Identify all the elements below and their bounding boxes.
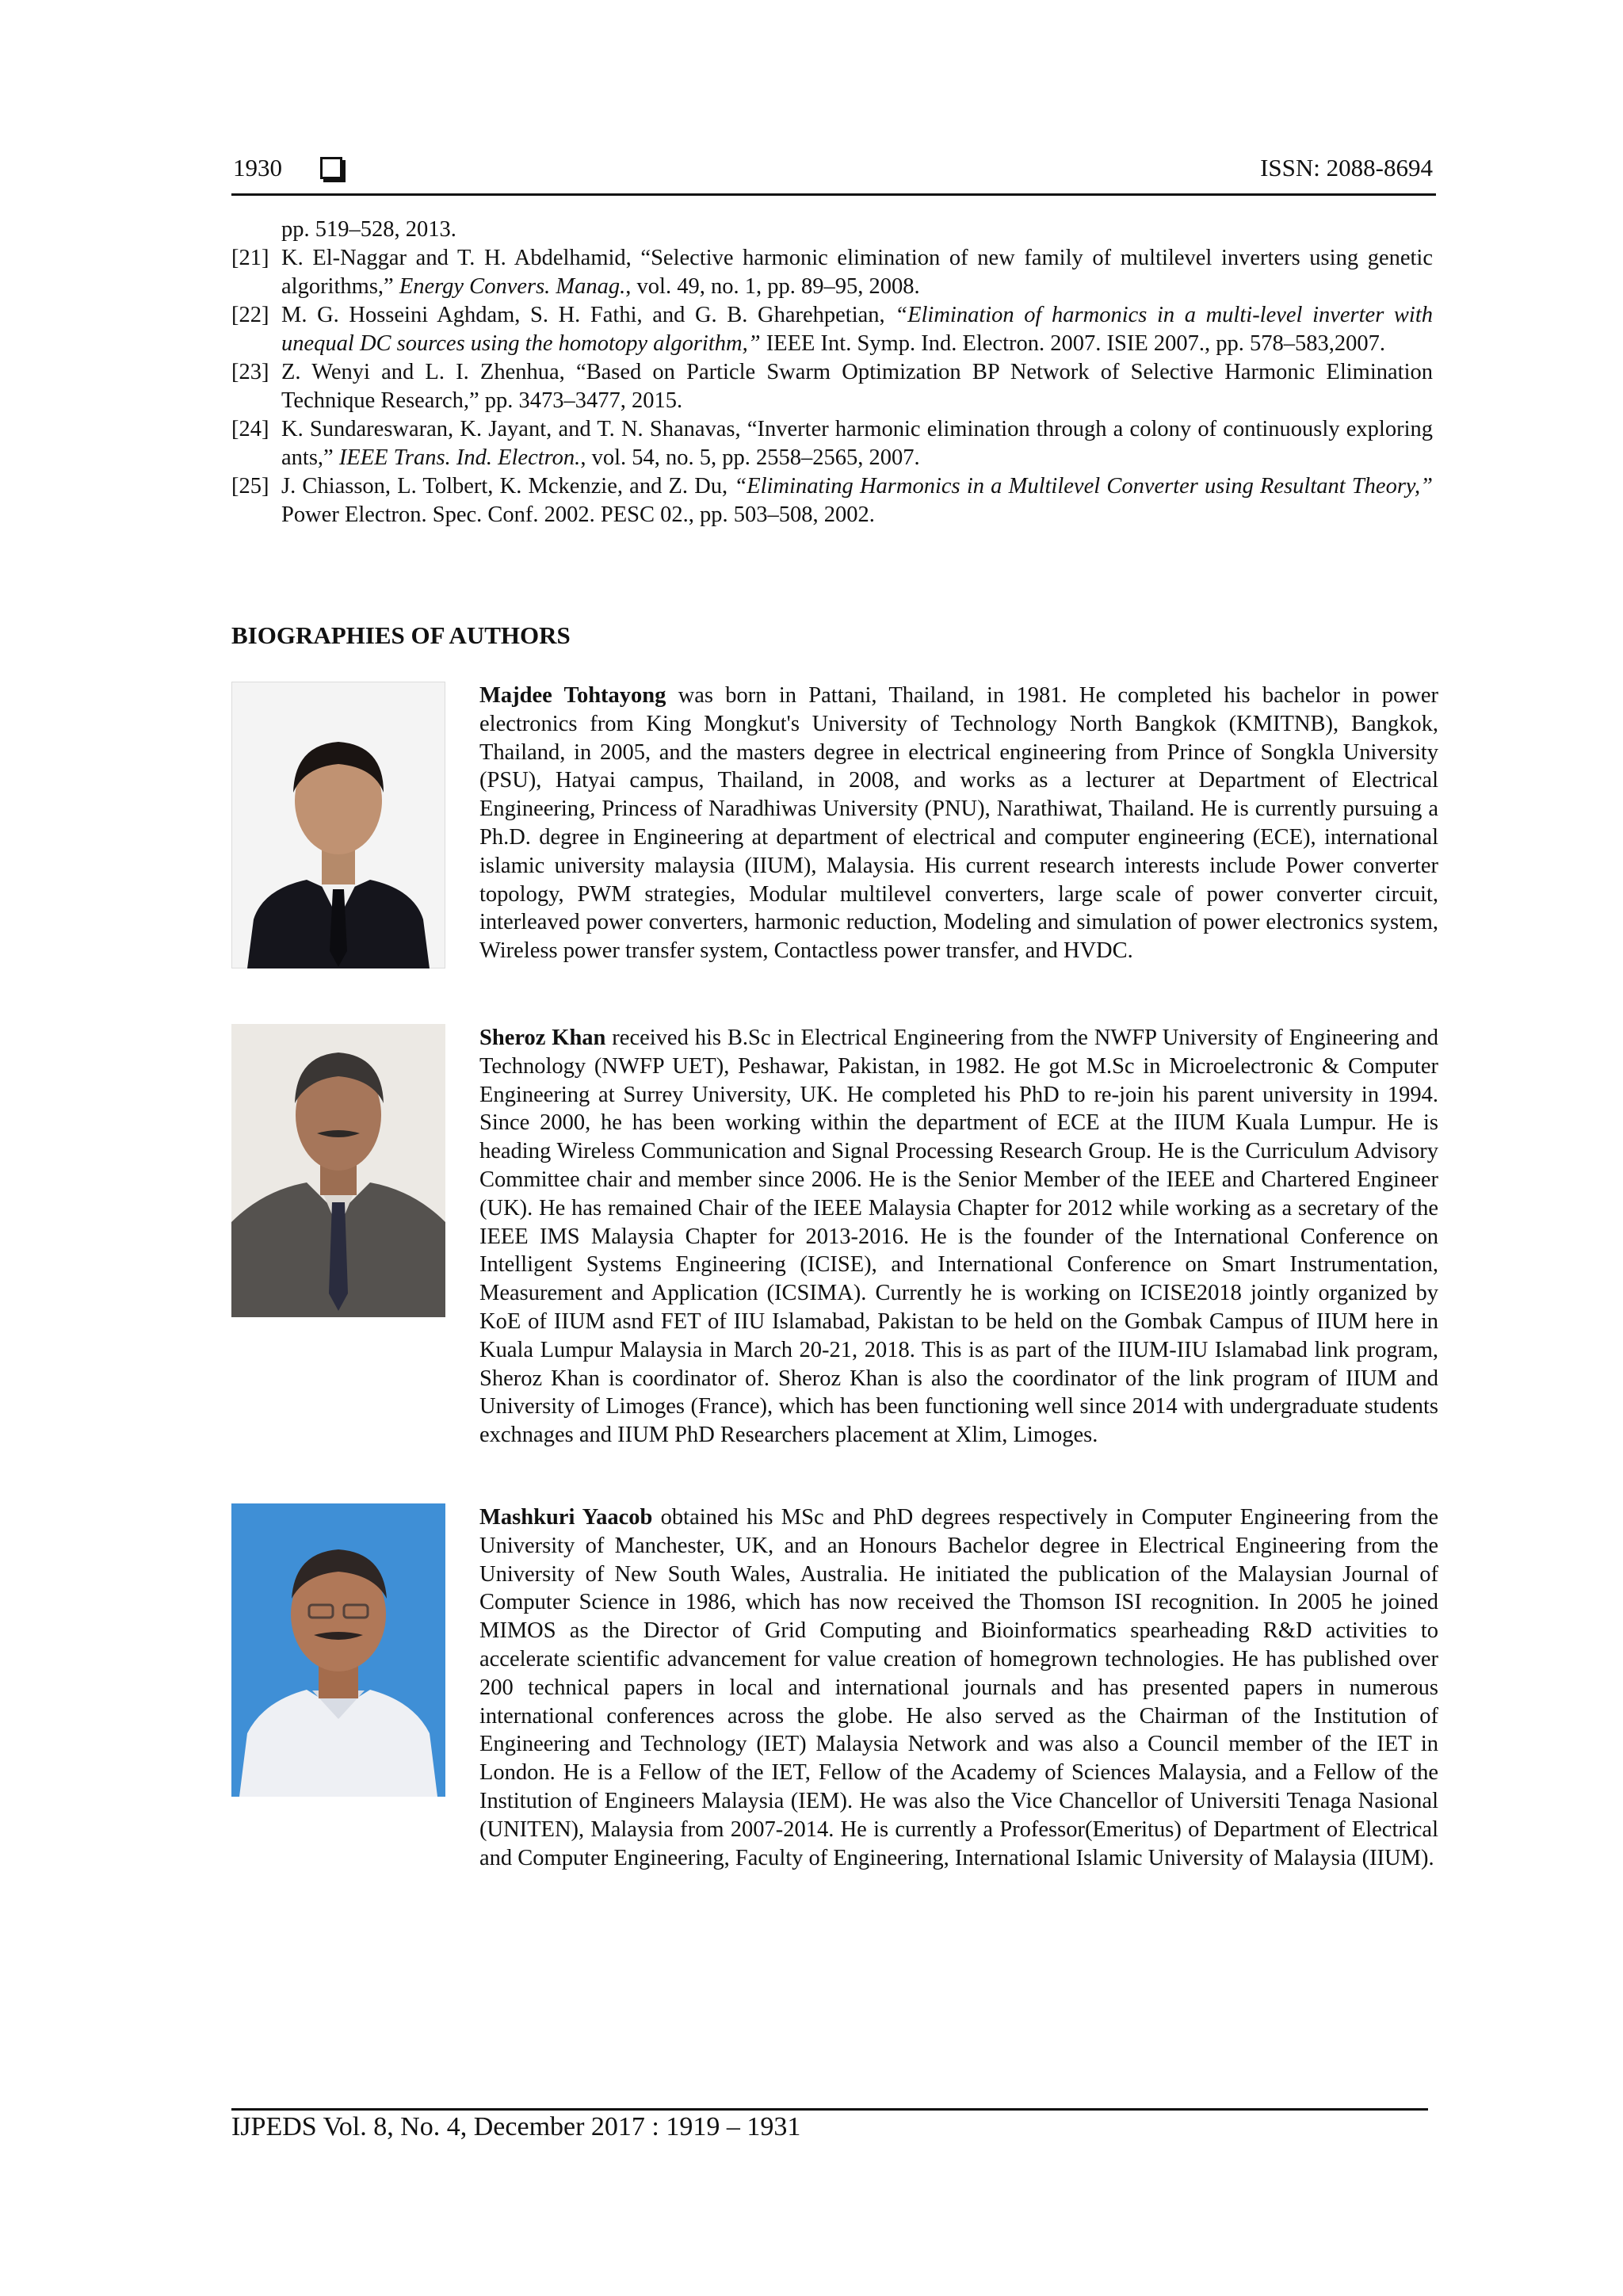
reference-text-end: Power Electron. Spec. Conf. 2002. PESC 02., pp. 503–508, 2002. [281,502,875,527]
reference-text-end: , vol. 49, no. 1, pp. 89–95, 2008. [625,274,920,299]
reference-number: [25] [231,474,269,499]
bio-text [479,682,1438,965]
issn-label: ISSN: 2088-8694 [1260,154,1433,181]
portrait-image [231,1503,445,1797]
author-photo [231,1024,445,1317]
reference-number: [24] [231,417,269,441]
author-name: Majdee Tohtayong [479,683,666,708]
reference-list [231,216,1433,529]
bio-body: obtained his MSc and PhD degrees respectively in Computer Engineering from the University of Manchester, UK, and an Honours Bachelor degree in Electrical Engineering from the University of New South Wales, Australia. He initiated the publication of the Malaysian Journal of Computer Science in 1986, which has now received the Thomson ISI recognition. In 2005 he joined MIMOS as the Director of Grid Computing and Bioinformatics spearheading R&D activities to accelerate scientific advancement for value creation of homegrown technologies. He has published over 200 technical papers in local and international journals and has presented papers in numerous international conferences across the globe. He also served as the Chairman of the Institution of Engineering and Technology (IET) Malaysia Network and was also a Council member of the IET in London. He is a Fellow of the IET, Fellow of the Academy of Sciences Malaysia, and a Fellow of the Institution of Engineers Malaysia (IEM). He was also the Vice Chancellor of Universiti Tenaga Nasional (UNITEN), Malaysia from 2007-2014. He is currently a Professor(Emeritus) of Department of Electrical and Computer Engineering, Faculty of Engineering, International Islamic University of Malaysia (IIUM). [479,1505,1438,1870]
reference-text: K. Sundareswaran, K. Jayant, and T. N. Shanavas, “Inverter harmonic elimination through a colony of continuously exploring ants,” [281,417,1433,470]
page-number: 1930 [233,154,282,181]
reference-number: [23] [231,360,269,384]
reference-number: [21] [231,246,269,270]
reference-italic: Energy Convers. Manag. [399,274,626,299]
portrait-image [231,682,445,968]
reference-text-end: , vol. 54, no. 5, pp. 2558–2565, 2007. [580,445,920,470]
reference-item [231,244,1433,301]
reference-item [231,415,1433,472]
journal-citation: IJPEDS Vol. 8, No. 4, December 2017 : 1919 – 1931 [231,2112,801,2141]
reference-text-end: IEEE Int. Symp. Ind. Electron. 2007. ISIE 2007., pp. 578–583,2007. [760,331,1385,356]
reference-text: M. G. Hosseini Aghdam, S. H. Fathi, and G. B. Gharehpetian, [281,303,896,327]
reference-number: [22] [231,303,269,327]
reference-text: J. Chiasson, L. Tolbert, K. Mckenzie, and Z. Du, [281,474,735,499]
author-name: Sheroz Khan [479,1026,606,1050]
page-header [231,154,1436,196]
bio-text [479,1503,1438,1872]
author-photo [231,682,445,968]
reference-text: Z. Wenyi and L. I. Zhenhua, “Based on Particle Swarm Optimization BP Network of Selective Harmonic Elimination Technique Research,” pp. 3473–3477, 2015. [281,360,1433,413]
reference-item [231,358,1433,415]
reference-italic: “Elimination of harmonics in a multi-level inverter with unequal DC sources using the homotopy algorithm,” [281,303,1433,356]
reference-continuation: pp. 519–528, 2013. [281,217,456,242]
reference-italic: IEEE Trans. Ind. Electron. [338,445,581,470]
reference-italic: “Eliminating Harmonics in a Multilevel Converter using Resultant Theory,” [734,474,1433,499]
square-bullet-icon [320,157,342,179]
bio-text [479,1024,1438,1450]
portrait-image [231,1024,445,1317]
section-title: BIOGRAPHIES OF AUTHORS [231,621,571,649]
bio-body: was born in Pattani, Thailand, in 1981. He completed his bachelor in power electronics from King Mongkut's University of Technology North Bangkok (KMITNB), Bangkok, Thailand, in 2005, and the masters degree in electrical engineering from Prince of Songkla University (PSU), Hatyai campus, Thailand, in 2008, and works as a lecturer at Department of Electrical Engineering, Princess of Naradhiwas University (PNU), Narathiwat, Thailand. He is currently pursuing a Ph.D. degree in Engineering at department of electrical and computer engineering (ECE), international islamic university malaysia (IIUM), Malaysia. His current research interests include Power converter topology, PWM strategies, Modular multilevel converters, large scale of power converter circuit, interleaved power converters, harmonic reduction, Modeling and simulation of power electronics system, Wireless power transfer system, Contactless power transfer, and HVDC. [479,683,1438,964]
page-footer [231,2108,1428,2142]
bio-body: received his B.Sc in Electrical Engineering from the NWFP University of Engineering and Technology (NWFP UET), Peshawar, Pakistan, in 1982. He got M.Sc in Microelectronic & Computer Engineering at Surrey University, UK. He completed his PhD to re-join his parent university in 1994. Since 2000, he has been working within the department of ECE at the IIUM Kuala Lumpur. He is heading Wireless Communication and Signal Processing Research Group. He is the Curriculum Advisory Committee chair and member since 2006. He is the Senior Member of the IEEE and Chartered Engineer (UK). He has remained Chair of the IEEE Malaysia Chapter for 2012 while working as a secretary of the IEEE IMS Malaysia Chapter for 2013-2016. He is the founder of the International Conference on Intelligent Systems Engineering (ICISE), and International Conference on Smart Instrumentation, Measurement and Application (ICSIMA). Currently he is working on ICISE2018 jointly organized by KoE of IIUM asnd FET of IIU Islamabad, Pakistan to be held on the Gombak Campus of IIUM here in Kuala Lumpur Malaysia in March 20-21, 2018. This is as part of the IIUM-IIU Islamabad link program, Sheroz Khan is coordinator of. Sheroz Khan is also the coordinator of the link program of IIUM and University of Limoges (France), which has been functioning well since 2014 with undergraduate students exchnages and IIUM PhD Researchers placement at Xlim, Limoges. [479,1026,1438,1448]
author-name: Mashkuri Yaacob [479,1505,653,1530]
reference-item [231,472,1433,529]
author-photo [231,1503,445,1797]
reference-text: K. El-Naggar and T. H. Abdelhamid, “Selective harmonic elimination of new family of multilevel inverters using genetic algorithms,” [281,246,1433,299]
reference-item [231,301,1433,358]
